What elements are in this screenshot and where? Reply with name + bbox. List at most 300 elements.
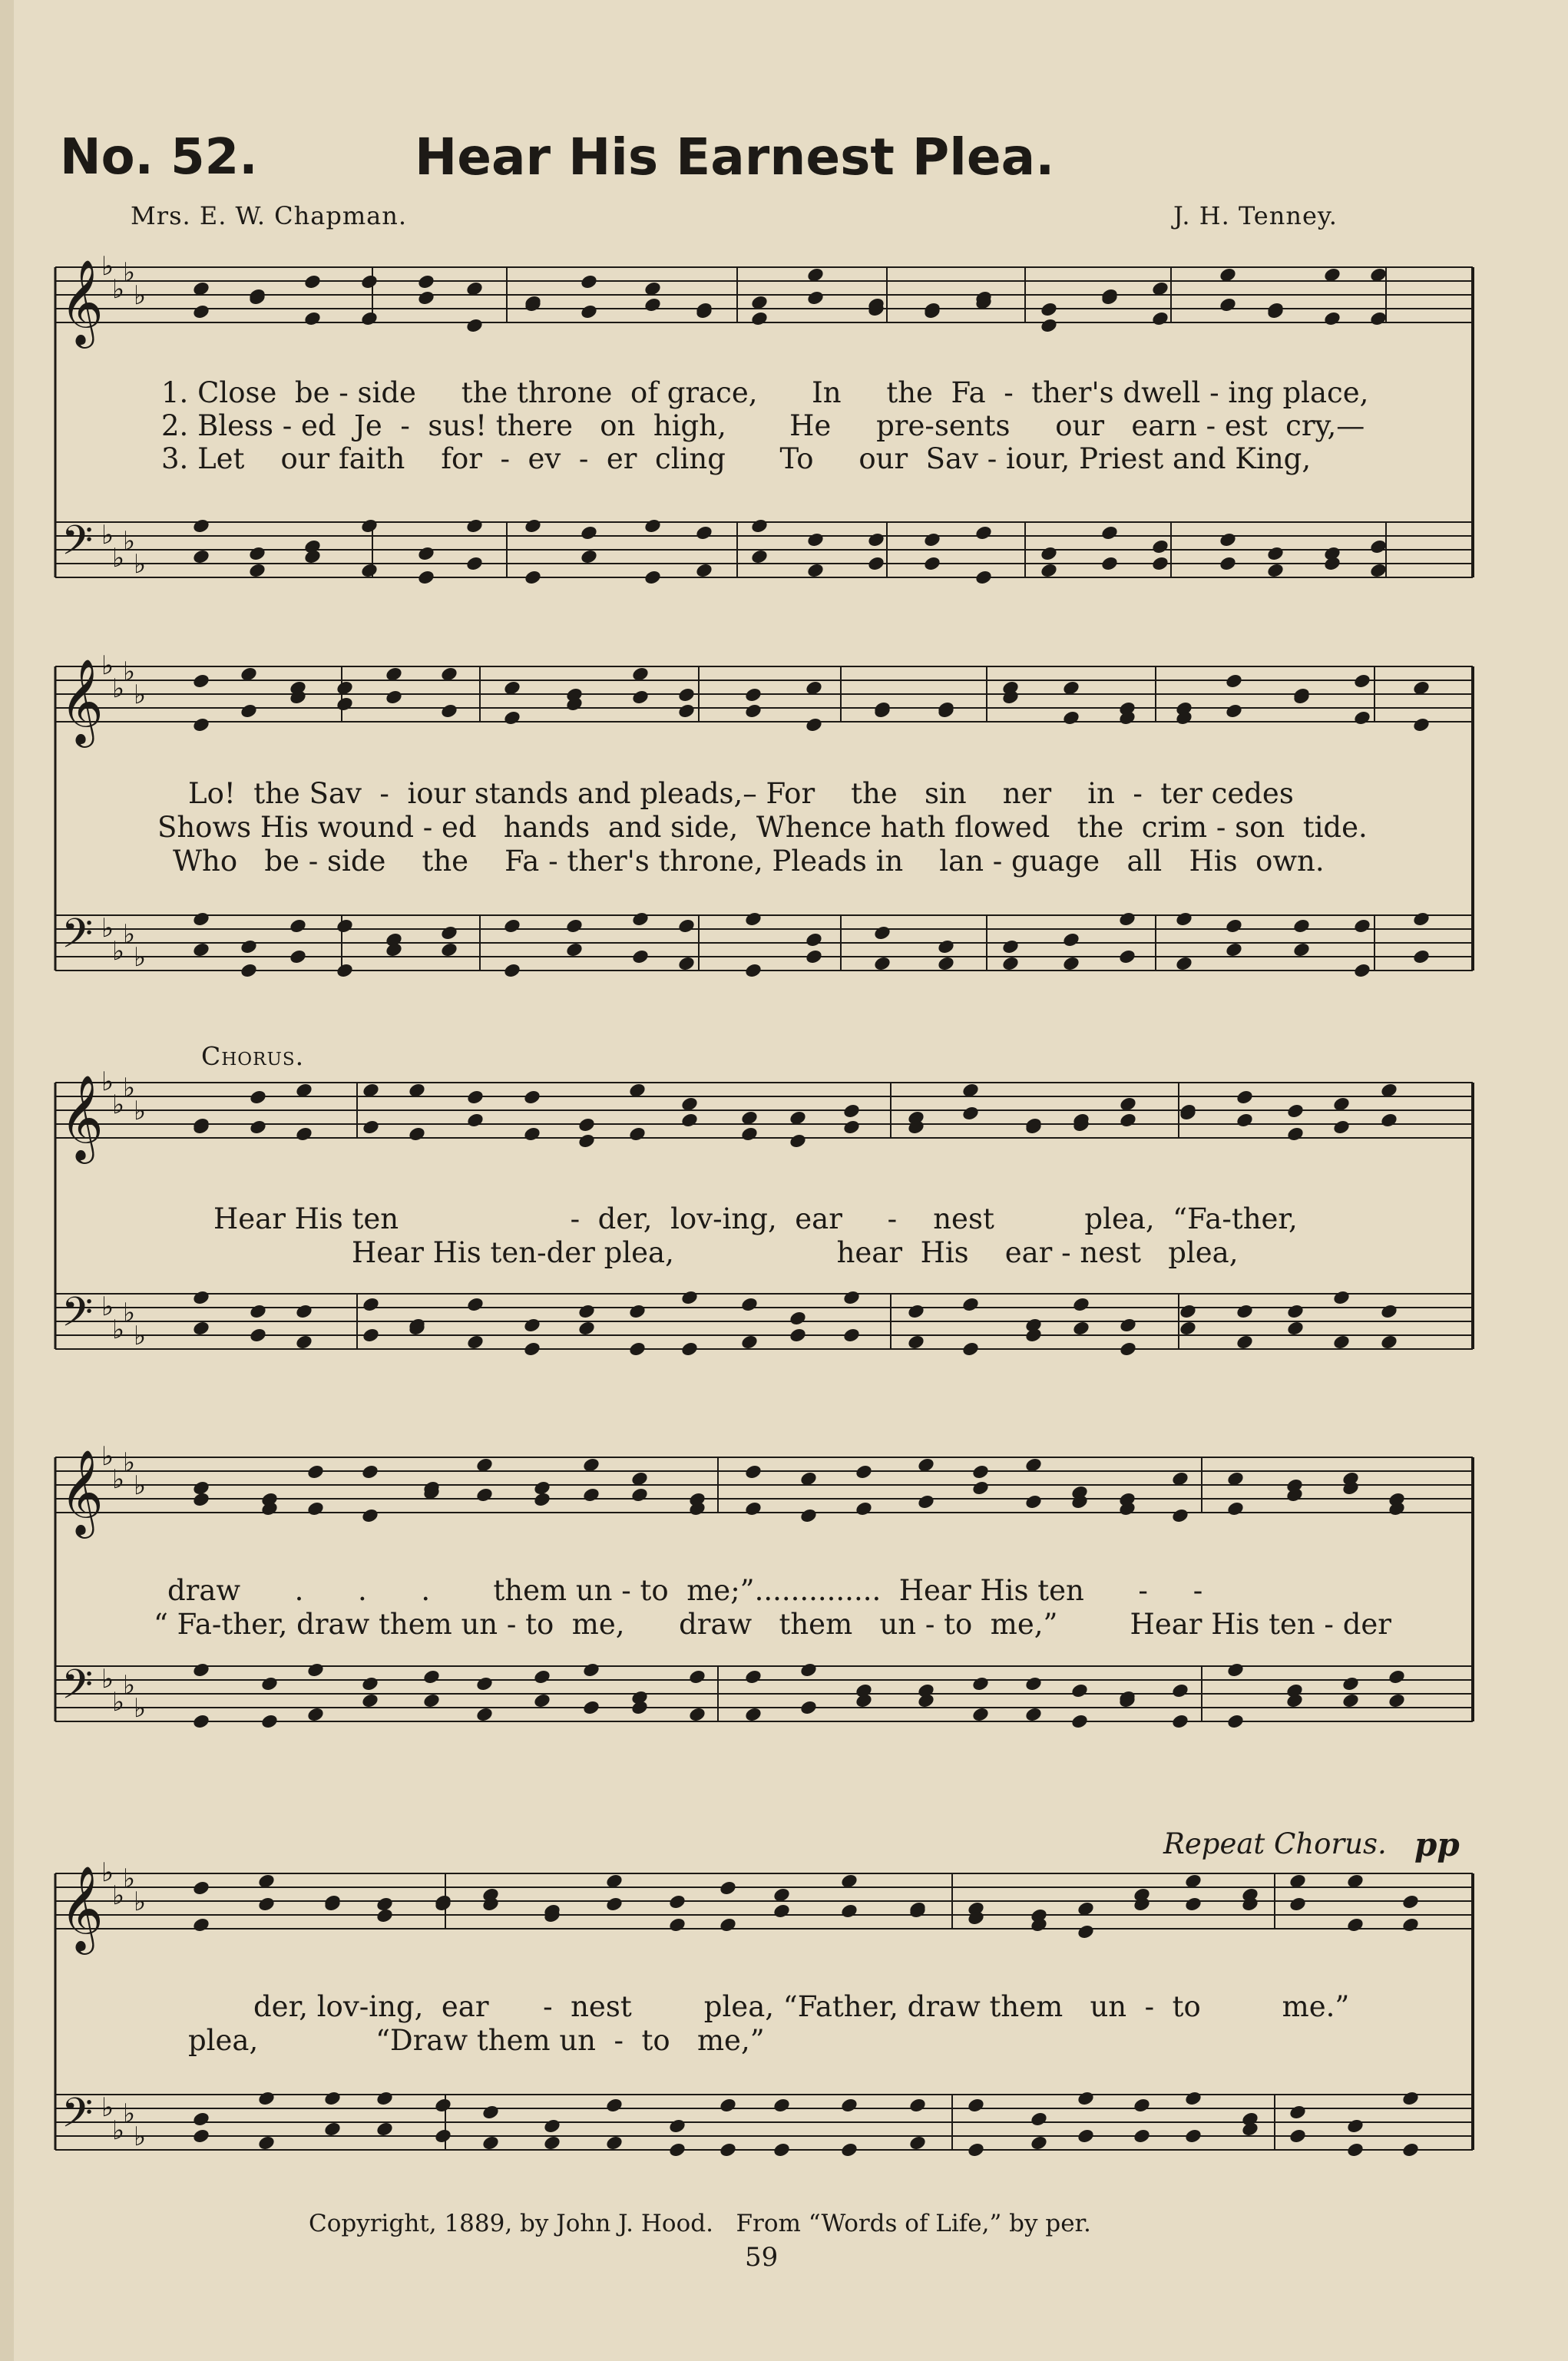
note-head: [908, 2097, 927, 2114]
note-head: [524, 569, 542, 586]
note-head: [1380, 1334, 1398, 1351]
note-head: [417, 289, 435, 306]
clef-icon: ♭: [101, 1441, 114, 1472]
note-head: [605, 2097, 624, 2114]
clef-icon: ♭: [123, 2098, 136, 2129]
note-head: [806, 289, 825, 306]
note-head: [192, 1713, 210, 1730]
note-head: [677, 686, 696, 703]
note-head: [1286, 1126, 1305, 1142]
clef-icon: ♭: [123, 1670, 136, 1701]
note-head: [408, 1126, 426, 1142]
clef-and-key-marks: [60, 251, 146, 2152]
note-head: [1077, 2090, 1095, 2107]
verse-1-line-2: Lo! the Sav - iour stands and pleads,– For the sin ner in - ter cedes: [188, 777, 1294, 810]
note-head: [855, 1500, 873, 1517]
note-head: [361, 1692, 379, 1709]
clef-icon: ♭: [123, 526, 136, 557]
note-head: [192, 2111, 210, 2128]
note-head: [750, 518, 769, 534]
note-head: [1184, 1896, 1202, 1913]
note-head: [1341, 1692, 1360, 1709]
note-head: [303, 310, 322, 327]
note-head: [1024, 1675, 1043, 1692]
note-head: [306, 1463, 325, 1480]
note-head: [1285, 1692, 1304, 1709]
note-head: [628, 1126, 647, 1142]
note-head: [580, 548, 598, 565]
note-head: [1024, 1327, 1043, 1344]
note-head: [1323, 310, 1341, 327]
clef-icon: ♭: [123, 919, 136, 950]
note-head: [249, 1327, 267, 1344]
note-head: [628, 1341, 647, 1357]
note-head: [1236, 1112, 1254, 1129]
note-head: [1266, 562, 1285, 579]
note-head: [1401, 2141, 1420, 2158]
note-head: [1171, 1507, 1189, 1524]
note-head: [362, 1296, 380, 1313]
clef-icon: ♭: [112, 673, 125, 704]
note-head: [1332, 1119, 1351, 1136]
note-head: [360, 562, 379, 579]
note-head: [789, 1327, 807, 1344]
note-head: [873, 955, 892, 972]
note-head: [680, 1289, 699, 1306]
note-head: [1388, 1692, 1406, 1709]
chorus-line-1-bass: Hear His ten-der plea, hear His ear - nest plea,: [352, 1236, 1239, 1269]
note-head: [806, 531, 825, 548]
clef-icon: ♭: [134, 2121, 147, 2152]
note-head: [967, 2097, 985, 2114]
note-head: [577, 1116, 596, 1133]
composer-credit: J. H. Tenney.: [1173, 201, 1338, 230]
note-head: [1341, 1675, 1360, 1692]
note-head: [740, 1334, 759, 1351]
note-head: [744, 962, 762, 979]
note-head: [668, 1916, 686, 1933]
note-head: [1062, 931, 1080, 948]
note-head: [1030, 2134, 1048, 2151]
note-head: [1024, 1706, 1043, 1723]
note-head: [1184, 2090, 1202, 2107]
note-head: [1001, 955, 1020, 972]
note-head: [1369, 538, 1388, 555]
note-head: [1001, 938, 1020, 955]
note-head: [789, 1310, 807, 1327]
note-head: [923, 555, 941, 572]
note-head: [805, 931, 823, 948]
note-head: [631, 948, 650, 965]
note-head: [688, 1706, 706, 1723]
note-head: [1184, 2128, 1202, 2144]
note-head: [192, 716, 210, 733]
note-head: [440, 924, 458, 941]
note-head: [361, 1507, 379, 1524]
note-head: [923, 531, 941, 548]
note-head: [577, 1303, 596, 1320]
note-head: [1151, 538, 1169, 555]
note-head: [295, 1303, 313, 1320]
note-head: [1401, 1916, 1420, 1933]
note-head: [971, 1480, 990, 1496]
note-head: [1040, 562, 1058, 579]
clef-icon: ♭: [101, 520, 114, 551]
note-head: [295, 1334, 313, 1351]
note-head: [361, 1463, 379, 1480]
note-head: [1151, 555, 1169, 572]
note-head: [1118, 911, 1136, 928]
note-head: [719, 2097, 737, 2114]
note-head: [789, 1133, 807, 1149]
note-head: [192, 2128, 210, 2144]
note-head: [1225, 703, 1243, 719]
note-head: [719, 1916, 737, 1933]
note-head: [799, 1662, 818, 1678]
note-head: [1179, 1303, 1197, 1320]
verse-1-line-1: 1. Close be - side the throne of grace, In the Fa - ther's dwell - ing place,: [161, 376, 1369, 409]
note-head: [1024, 1493, 1043, 1510]
note-head: [385, 689, 403, 706]
clef-icon: 𝄞: [60, 658, 104, 744]
note-head: [503, 918, 521, 934]
note-head: [605, 2134, 624, 2151]
note-head: [523, 1126, 541, 1142]
note-head: [1369, 562, 1388, 579]
note-head: [336, 696, 354, 713]
note-head: [680, 1341, 699, 1357]
note-head: [1119, 1112, 1137, 1129]
note-head: [577, 1320, 596, 1337]
note-head: [1401, 2090, 1420, 2107]
note-head: [1133, 2097, 1151, 2114]
note-head: [630, 1699, 649, 1716]
clef-icon: ♭: [134, 942, 147, 973]
clef-icon: ♭: [123, 257, 136, 288]
note-head: [1040, 301, 1058, 318]
note-head: [1380, 1112, 1398, 1129]
clef-icon: ♭: [101, 1664, 114, 1695]
note-head: [465, 555, 484, 572]
note-head: [961, 1296, 980, 1313]
note-head: [799, 1507, 818, 1524]
note-head: [1070, 1682, 1089, 1699]
note-head: [1401, 1893, 1420, 1910]
note-head: [580, 303, 598, 320]
copyright-notice: Copyright, 1889, by John J. Hood. From “Words of Life,” by per.: [309, 2210, 1091, 2237]
hymn-number: No. 52.: [60, 129, 258, 186]
note-head: [323, 2121, 342, 2138]
note-head: [422, 1668, 441, 1685]
note-head: [533, 1668, 551, 1685]
clef-icon: 𝄞: [60, 1074, 104, 1160]
note-head: [533, 1692, 551, 1709]
note-head: [1412, 716, 1431, 733]
note-head: [503, 709, 521, 726]
note-head: [1288, 2128, 1307, 2144]
note-head: [605, 1896, 624, 1913]
clef-icon: ♭: [112, 936, 125, 967]
note-head: [867, 555, 885, 572]
note-head: [360, 310, 379, 327]
note-head: [744, 686, 762, 703]
note-head: [1266, 545, 1285, 562]
note-head: [257, 2090, 276, 2107]
note-head: [323, 2090, 342, 2107]
note-head: [465, 518, 484, 534]
note-head: [565, 941, 584, 958]
note-head: [1292, 941, 1311, 958]
note-head: [465, 317, 484, 334]
note-head: [440, 703, 458, 719]
note-head: [1219, 555, 1237, 572]
note-head: [1353, 962, 1371, 979]
note-head: [631, 911, 650, 928]
note-head: [192, 518, 210, 534]
note-head: [677, 703, 696, 719]
page-number: 59: [745, 2242, 779, 2273]
clef-icon: ♭: [123, 1298, 136, 1328]
note-head: [192, 1289, 210, 1306]
note-head: [643, 296, 662, 313]
note-head: [257, 2134, 276, 2151]
note-head: [1292, 918, 1311, 934]
note-head: [719, 2141, 737, 2158]
clef-icon: ♭: [112, 1090, 125, 1120]
note-head: [192, 303, 210, 320]
note-head: [744, 911, 762, 928]
clef-icon: ♭: [101, 2092, 114, 2123]
note-head: [1040, 317, 1058, 334]
clef-icon: ♭: [112, 1314, 125, 1345]
clef-icon: ♭: [123, 656, 136, 687]
note-head: [1236, 1303, 1254, 1320]
note-head: [1119, 1317, 1137, 1334]
note-head: [434, 2097, 452, 2114]
note-head: [260, 1675, 279, 1692]
note-head: [240, 962, 258, 979]
note-head: [873, 924, 892, 941]
note-head: [1226, 1662, 1245, 1678]
note-head: [249, 1089, 267, 1106]
note-head: [481, 2134, 500, 2151]
note-head: [1225, 673, 1243, 689]
note-head: [336, 962, 354, 979]
note-head: [1030, 2111, 1048, 2128]
note-head: [565, 918, 584, 934]
dynamic-marking: pp: [1414, 1826, 1460, 1863]
note-head: [772, 1903, 791, 1920]
chorus-line-2-soprano: draw . . . them un - to me;”.............. Hear His ten - -: [167, 1574, 1203, 1607]
note-head: [524, 518, 542, 534]
note-head: [907, 1334, 925, 1351]
note-head: [628, 1303, 647, 1320]
clef-icon: 𝄢: [61, 518, 94, 574]
verse-2-line-1: 2. Bless - ed Je - sus! there on high, He pre-sents our earn - est cry,—: [161, 409, 1365, 442]
note-head: [1040, 545, 1058, 562]
note-head: [744, 1500, 762, 1517]
note-head: [580, 273, 598, 290]
note-head: [192, 1320, 210, 1337]
note-head: [543, 2134, 561, 2151]
note-head: [1241, 2121, 1259, 2138]
note-head: [971, 1463, 990, 1480]
note-head: [680, 1112, 699, 1129]
note-head: [466, 1112, 485, 1129]
chorus-line-2-bass: “ Fa-ther, draw them un - to me, draw them un - to me,” Hear His ten - der: [154, 1608, 1391, 1641]
clef-icon: ♭: [134, 1693, 147, 1724]
note-head: [260, 1713, 279, 1730]
note-head: [842, 1327, 861, 1344]
note-head: [580, 524, 598, 541]
note-head: [1369, 310, 1388, 327]
note-head: [257, 1896, 276, 1913]
clef-icon: ♭: [101, 1857, 114, 1888]
note-head: [719, 1880, 737, 1896]
note-head: [362, 1119, 380, 1136]
note-head: [1323, 555, 1341, 572]
note-head: [840, 2097, 858, 2114]
clef-icon: ♭: [123, 1447, 136, 1478]
clef-icon: 𝄞: [60, 1865, 104, 1951]
note-head: [466, 1089, 485, 1106]
note-head: [1288, 1896, 1307, 1913]
clef-icon: ♭: [123, 1863, 136, 1894]
note-head: [1119, 1341, 1137, 1357]
note-head: [1151, 310, 1169, 327]
note-head: [867, 531, 885, 548]
note-head: [1077, 1923, 1095, 1940]
note-head: [1353, 709, 1371, 726]
chorus-line-1-soprano: Hear His ten - der, lov-ing, ear - nest plea, “Fa-ther,: [213, 1202, 1298, 1235]
clef-icon: ♭: [112, 1687, 125, 1718]
note-head: [385, 941, 403, 958]
chorus-label: Chorus.: [201, 1041, 305, 1071]
note-head: [523, 1341, 541, 1357]
note-head: [306, 1662, 325, 1678]
chorus-line-3-soprano: der, lov-ing, ear - nest plea, “Father, draw them un - to me.”: [253, 1990, 1350, 2023]
note-head: [1332, 1334, 1351, 1351]
note-head: [481, 2104, 500, 2121]
note-head: [740, 1126, 759, 1142]
note-head: [840, 1903, 858, 1920]
note-head: [1353, 673, 1371, 689]
note-head: [917, 1493, 935, 1510]
note-head: [295, 1126, 313, 1142]
clef-icon: ♭: [101, 1066, 114, 1097]
note-head: [289, 918, 307, 934]
clef-icon: ♭: [134, 1470, 147, 1501]
note-head: [695, 524, 713, 541]
note-head: [1380, 1303, 1398, 1320]
note-head: [1286, 1303, 1305, 1320]
note-head: [937, 955, 955, 972]
note-head: [582, 1699, 600, 1716]
note-head: [192, 1916, 210, 1933]
note-head: [842, 1289, 861, 1306]
note-head: [677, 918, 696, 934]
clef-icon: 𝄢: [61, 911, 94, 967]
note-head: [306, 1706, 325, 1723]
note-head: [842, 1103, 861, 1119]
note-head: [503, 962, 521, 979]
note-head: [1219, 296, 1237, 313]
note-head: [1388, 1668, 1406, 1685]
note-head: [417, 545, 435, 562]
note-head: [1179, 1320, 1197, 1337]
clef-icon: ♭: [134, 1096, 147, 1126]
note-head: [1236, 1334, 1254, 1351]
hymn-title: Hear His Earnest Plea.: [415, 127, 1055, 187]
note-head: [806, 562, 825, 579]
note-head: [974, 524, 993, 541]
note-head: [1346, 2141, 1365, 2158]
note-head: [375, 2090, 394, 2107]
note-head: [1062, 955, 1080, 972]
note-head: [1346, 2118, 1365, 2134]
note-head: [668, 2141, 686, 2158]
note-head: [961, 1105, 980, 1122]
note-head: [750, 548, 769, 565]
note-head: [466, 1334, 485, 1351]
note-head: [1353, 918, 1371, 934]
note-head: [360, 518, 379, 534]
note-head: [192, 1880, 210, 1896]
clef-icon: ♭: [101, 913, 114, 944]
note-head: [1100, 555, 1119, 572]
note-head: [744, 703, 762, 719]
note-head: [1072, 1296, 1090, 1313]
note-head: [1226, 1500, 1245, 1517]
note-head: [688, 1668, 706, 1685]
clef-icon: ♭: [112, 1464, 125, 1495]
note-head: [855, 1692, 873, 1709]
note-head: [668, 2118, 686, 2134]
note-head: [805, 948, 823, 965]
clef-icon: ♭: [123, 1073, 136, 1103]
note-head: [1225, 941, 1243, 958]
note-head: [192, 941, 210, 958]
note-head: [336, 918, 354, 934]
clef-icon: 𝄞: [60, 259, 104, 345]
note-head: [750, 310, 769, 327]
clef-icon: ♭: [134, 280, 147, 311]
note-head: [1100, 524, 1119, 541]
clef-icon: ♭: [112, 274, 125, 305]
note-head: [475, 1486, 494, 1503]
note-head: [840, 2141, 858, 2158]
clef-icon: ♭: [134, 680, 147, 710]
note-head: [695, 562, 713, 579]
note-head: [303, 273, 322, 290]
clef-icon: 𝄢: [61, 1289, 94, 1346]
note-head: [375, 1896, 394, 1913]
note-head: [740, 1296, 759, 1313]
note-head: [192, 1480, 210, 1496]
chorus-line-3-bass: plea, “Draw them un - to me,”: [188, 2024, 765, 2057]
note-head: [971, 1706, 990, 1723]
note-head: [434, 2128, 452, 2144]
verse-3-line-1: 3. Let our faith for - ev - er cling To our Sav - iour, Priest and King,: [161, 442, 1312, 475]
note-head: [937, 938, 955, 955]
note-head: [630, 1486, 649, 1503]
note-head: [772, 2141, 791, 2158]
note-head: [523, 1089, 541, 1106]
note-head: [744, 1706, 762, 1723]
note-head: [192, 548, 210, 565]
note-head: [1171, 1682, 1189, 1699]
note-head: [360, 273, 379, 290]
